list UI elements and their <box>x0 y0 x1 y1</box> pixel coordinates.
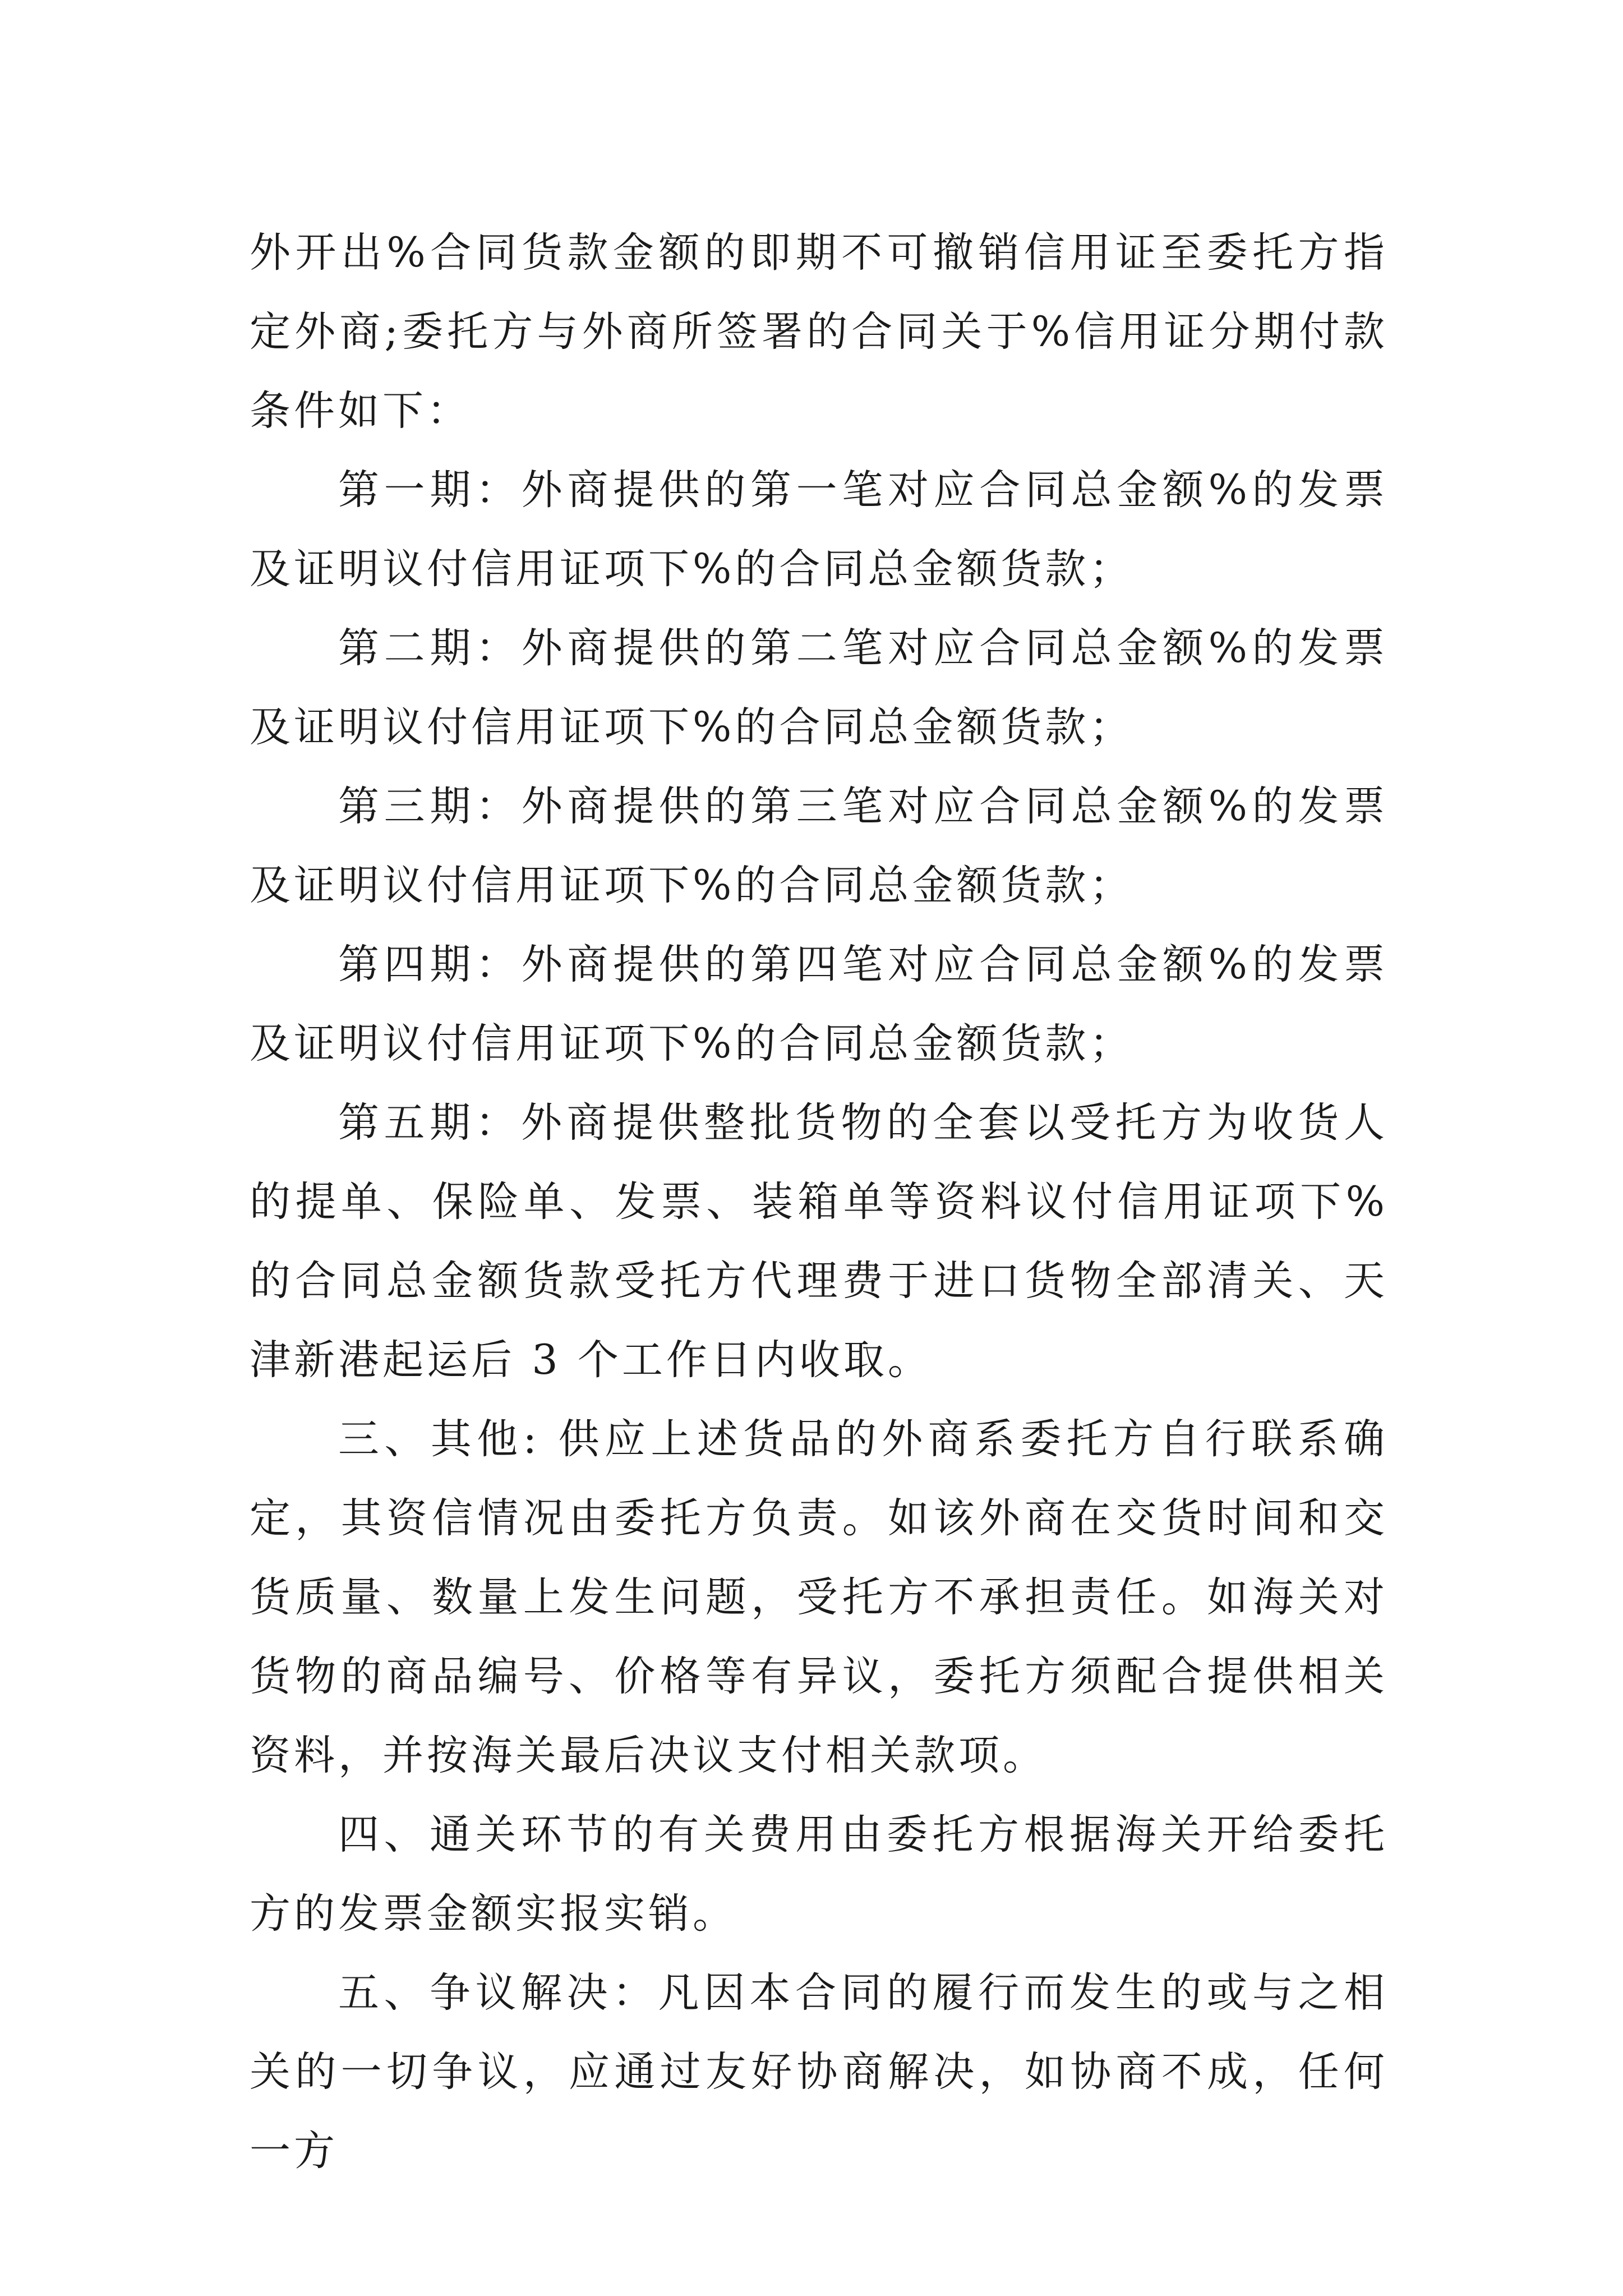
paragraph-installment-1: 第一期：外商提供的第一笔对应合同总金额%的发票及证明议付信用证项下%的合同总金额货款； <box>250 466 1388 593</box>
paragraph-payment-intro: 外开出%合同货款金额的即期不可撤销信用证至委托方指定外商;委托方与外商所签署的合同关于%信用证分期付款条件如下： <box>250 229 1388 435</box>
paragraph-installment-2: 第二期：外商提供的第二笔对应合同总金额%的发票及证明议付信用证项下%的合同总金额货款； <box>250 624 1388 751</box>
paragraph-installment-5: 第五期：外商提供整批货物的全套以受托方为收货人的提单、保险单、发票、装箱单等资料议付信用证项下%的合同总金额货款受托方代理费于进口货物全部清关、天津新港起运后 3 个工作日内收取。 <box>250 1099 1388 1384</box>
paragraph-installment-4: 第四期：外商提供的第四笔对应合同总金额%的发票及证明议付信用证项下%的合同总金额货款； <box>250 941 1388 1068</box>
paragraph-installment-3: 第三期：外商提供的第三笔对应合同总金额%的发票及证明议付信用证项下%的合同总金额货款； <box>250 783 1388 909</box>
document-body <box>250 213 1388 2191</box>
paragraph-section-other: 三、其他: 供应上述货品的外商系委托方自行联系确定，其资信情况由委托方负责。如该外商在交货时间和交货质量、数量上发生问题，受托方不承担责任。如海关对货物的商品编号、价格等有异议，委托方须配合提供相关资料，并按海关最后决议支付相关款项。 <box>250 1415 1388 1779</box>
paragraph-section-customs-fees: 四、通关环节的有关费用由委托方根据海关开给委托方的发票金额实报实销。 <box>250 1811 1388 1938</box>
paragraph-section-dispute: 五、争议解决：凡因本合同的履行而发生的或与之相关的一切争议，应通过友好协商解决，如协商不成，任何一方 <box>250 1969 1388 2175</box>
